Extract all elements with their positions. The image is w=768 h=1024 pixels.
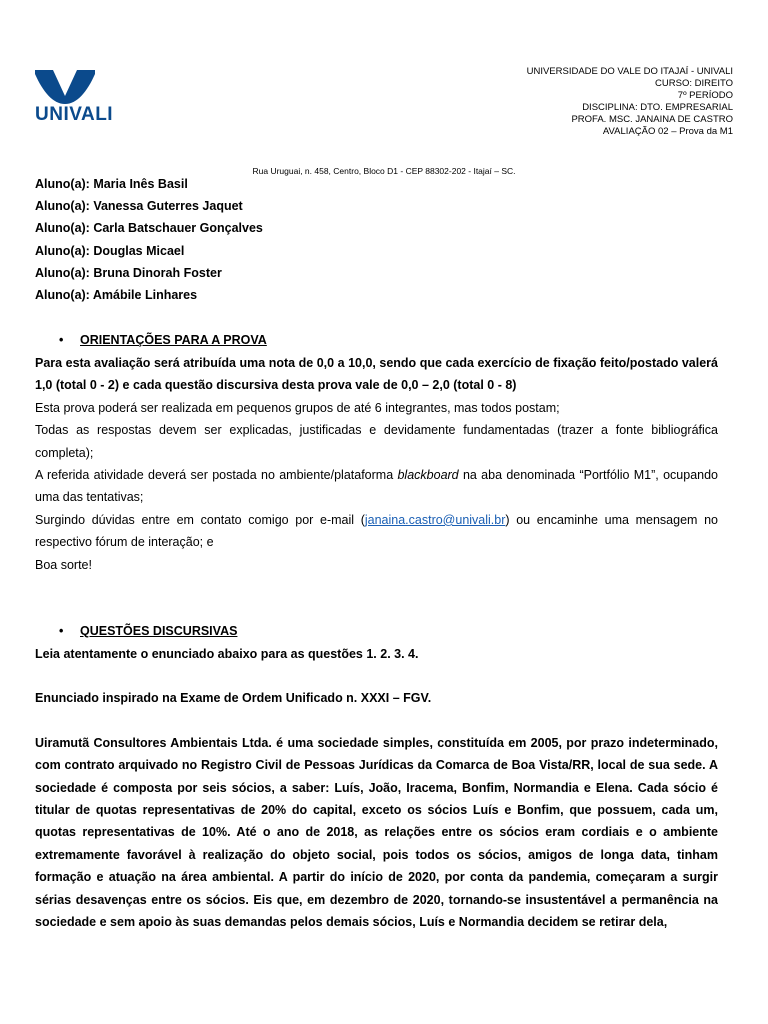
address-line: Rua Uruguai, n. 458, Centro, Bloco D1 - CEP 88302-202 - Itajaí – SC. [252,166,516,176]
header-line: DISCIPLINA: DTO. EMPRESARIAL [582,102,733,113]
email-link[interactable]: janaina.castro@univali.br [364,512,506,527]
orientacoes-heading: ORIENTAÇÕES PARA A PROVA [80,333,267,347]
header-line: UNIVERSIDADE DO VALE DO ITAJAÍ - UNIVALI [526,66,733,77]
enunciado-title: Enunciado inspirado na Exame de Ordem Unificado n. XXXI – FGV. [35,691,432,706]
header-info [527,66,733,138]
orientacoes-text: na aba denominada “Portfólio M1”, ocupando uma das tentativas; [35,468,718,505]
orientacoes-line: Boa sorte! [35,557,92,572]
questoes-instruction: Leia atentamente o enunciado abaixo para as questões 1. 2. 3. 4. [35,647,419,661]
questoes-heading: QUESTÕES DISCURSIVAS [80,624,238,638]
header-line: AVALIAÇÃO 02 – Prova da M1 [602,126,733,137]
orientacoes-text: ) ou encaminhe uma mensagem no respectivo fórum de interação; e [35,512,718,550]
questoes-section [35,622,718,933]
orientacoes-line: Todas as respostas devem ser explicadas, justificadas e devidamente fundamentadas (trazer a fonte bibliográfica completa); [35,423,718,460]
orientacoes-section [35,331,718,576]
orientacoes-line: Esta prova poderá ser realizada em pequenos grupos de até 6 integrantes, mas todos postam; [35,400,560,415]
student-name: Aluno(a): Bruna Dinorah Foster [35,265,222,280]
student-name: Aluno(a): Maria Inês Basil [35,177,188,191]
orientacoes-text: Surgindo dúvidas entre em contato comigo por e-mail ( [35,512,365,527]
student-name: Aluno(a): Carla Batschauer Gonçalves [35,221,263,236]
orientacoes-line [35,509,718,554]
univali-logo-text: UNIVALI [35,104,114,125]
orientacoes-text: A referida atividade deverá ser postada no ambiente/plataforma [35,468,398,483]
student-name: Aluno(a): Douglas Micael [35,243,185,258]
univali-logo-icon [35,70,95,104]
bullet-icon: • [59,624,64,638]
header-line: 7º PERÍODO [677,90,733,101]
student-list [35,176,263,309]
orientacoes-line [35,464,718,509]
header-line: PROFA. MSC. JANAINA DE CASTRO [571,114,733,125]
blackboard-text: blackboard [397,468,459,483]
student-name: Aluno(a): Vanessa Guterres Jaquet [35,199,243,214]
header-line: CURSO: DIREITO [655,78,733,89]
enunciado-text: Uiramutã Consultores Ambientais Ltda. é uma sociedade simples, constituída em 2005, por prazo indeterminado, com contrato arquivado no Registro Civil de Pessoas Jurídicas da Comarca de Boa Vista/RR, local de sua sede. A sociedade é composta por seis sócios, a saber: Luís, João, Iracema, Bonfim, Normandia e Elena. Cada sócio é titular de quotas representativas de 20% do capital, exceto os sócios Luís e Bonfim, que possuem, cada um, quotas representativas de 10%. Até o ano de 2018, as relações entre os sócios eram cordiais e o ambiente extremamente favorável à realização do objeto social, pois todos os sócios, amigos de longa data, tinham formação e atuação na área ambiental. A partir do início de 2020, por conta da pandemia, começaram a surgir sérias desavenças entre os sócios. Eis que, em dezembro de 2020, tornando-se insustentável a permanência na sociedade e sem apoio às suas demandas pelos demais sócios, Luís e Normandia decidem se retirar dela, [35,735,718,930]
bullet-icon: • [59,333,64,347]
orientacoes-intro: Para esta avaliação será atribuída uma nota de 0,0 a 10,0, sendo que cada exercício de fixação feito/postado valerá 1,0 (total 0 - 2) e cada questão discursiva desta prova vale de 0,0 – 2,0 (total 0 - 8) [35,356,718,393]
student-name: Aluno(a): Amábile Linhares [35,287,198,302]
